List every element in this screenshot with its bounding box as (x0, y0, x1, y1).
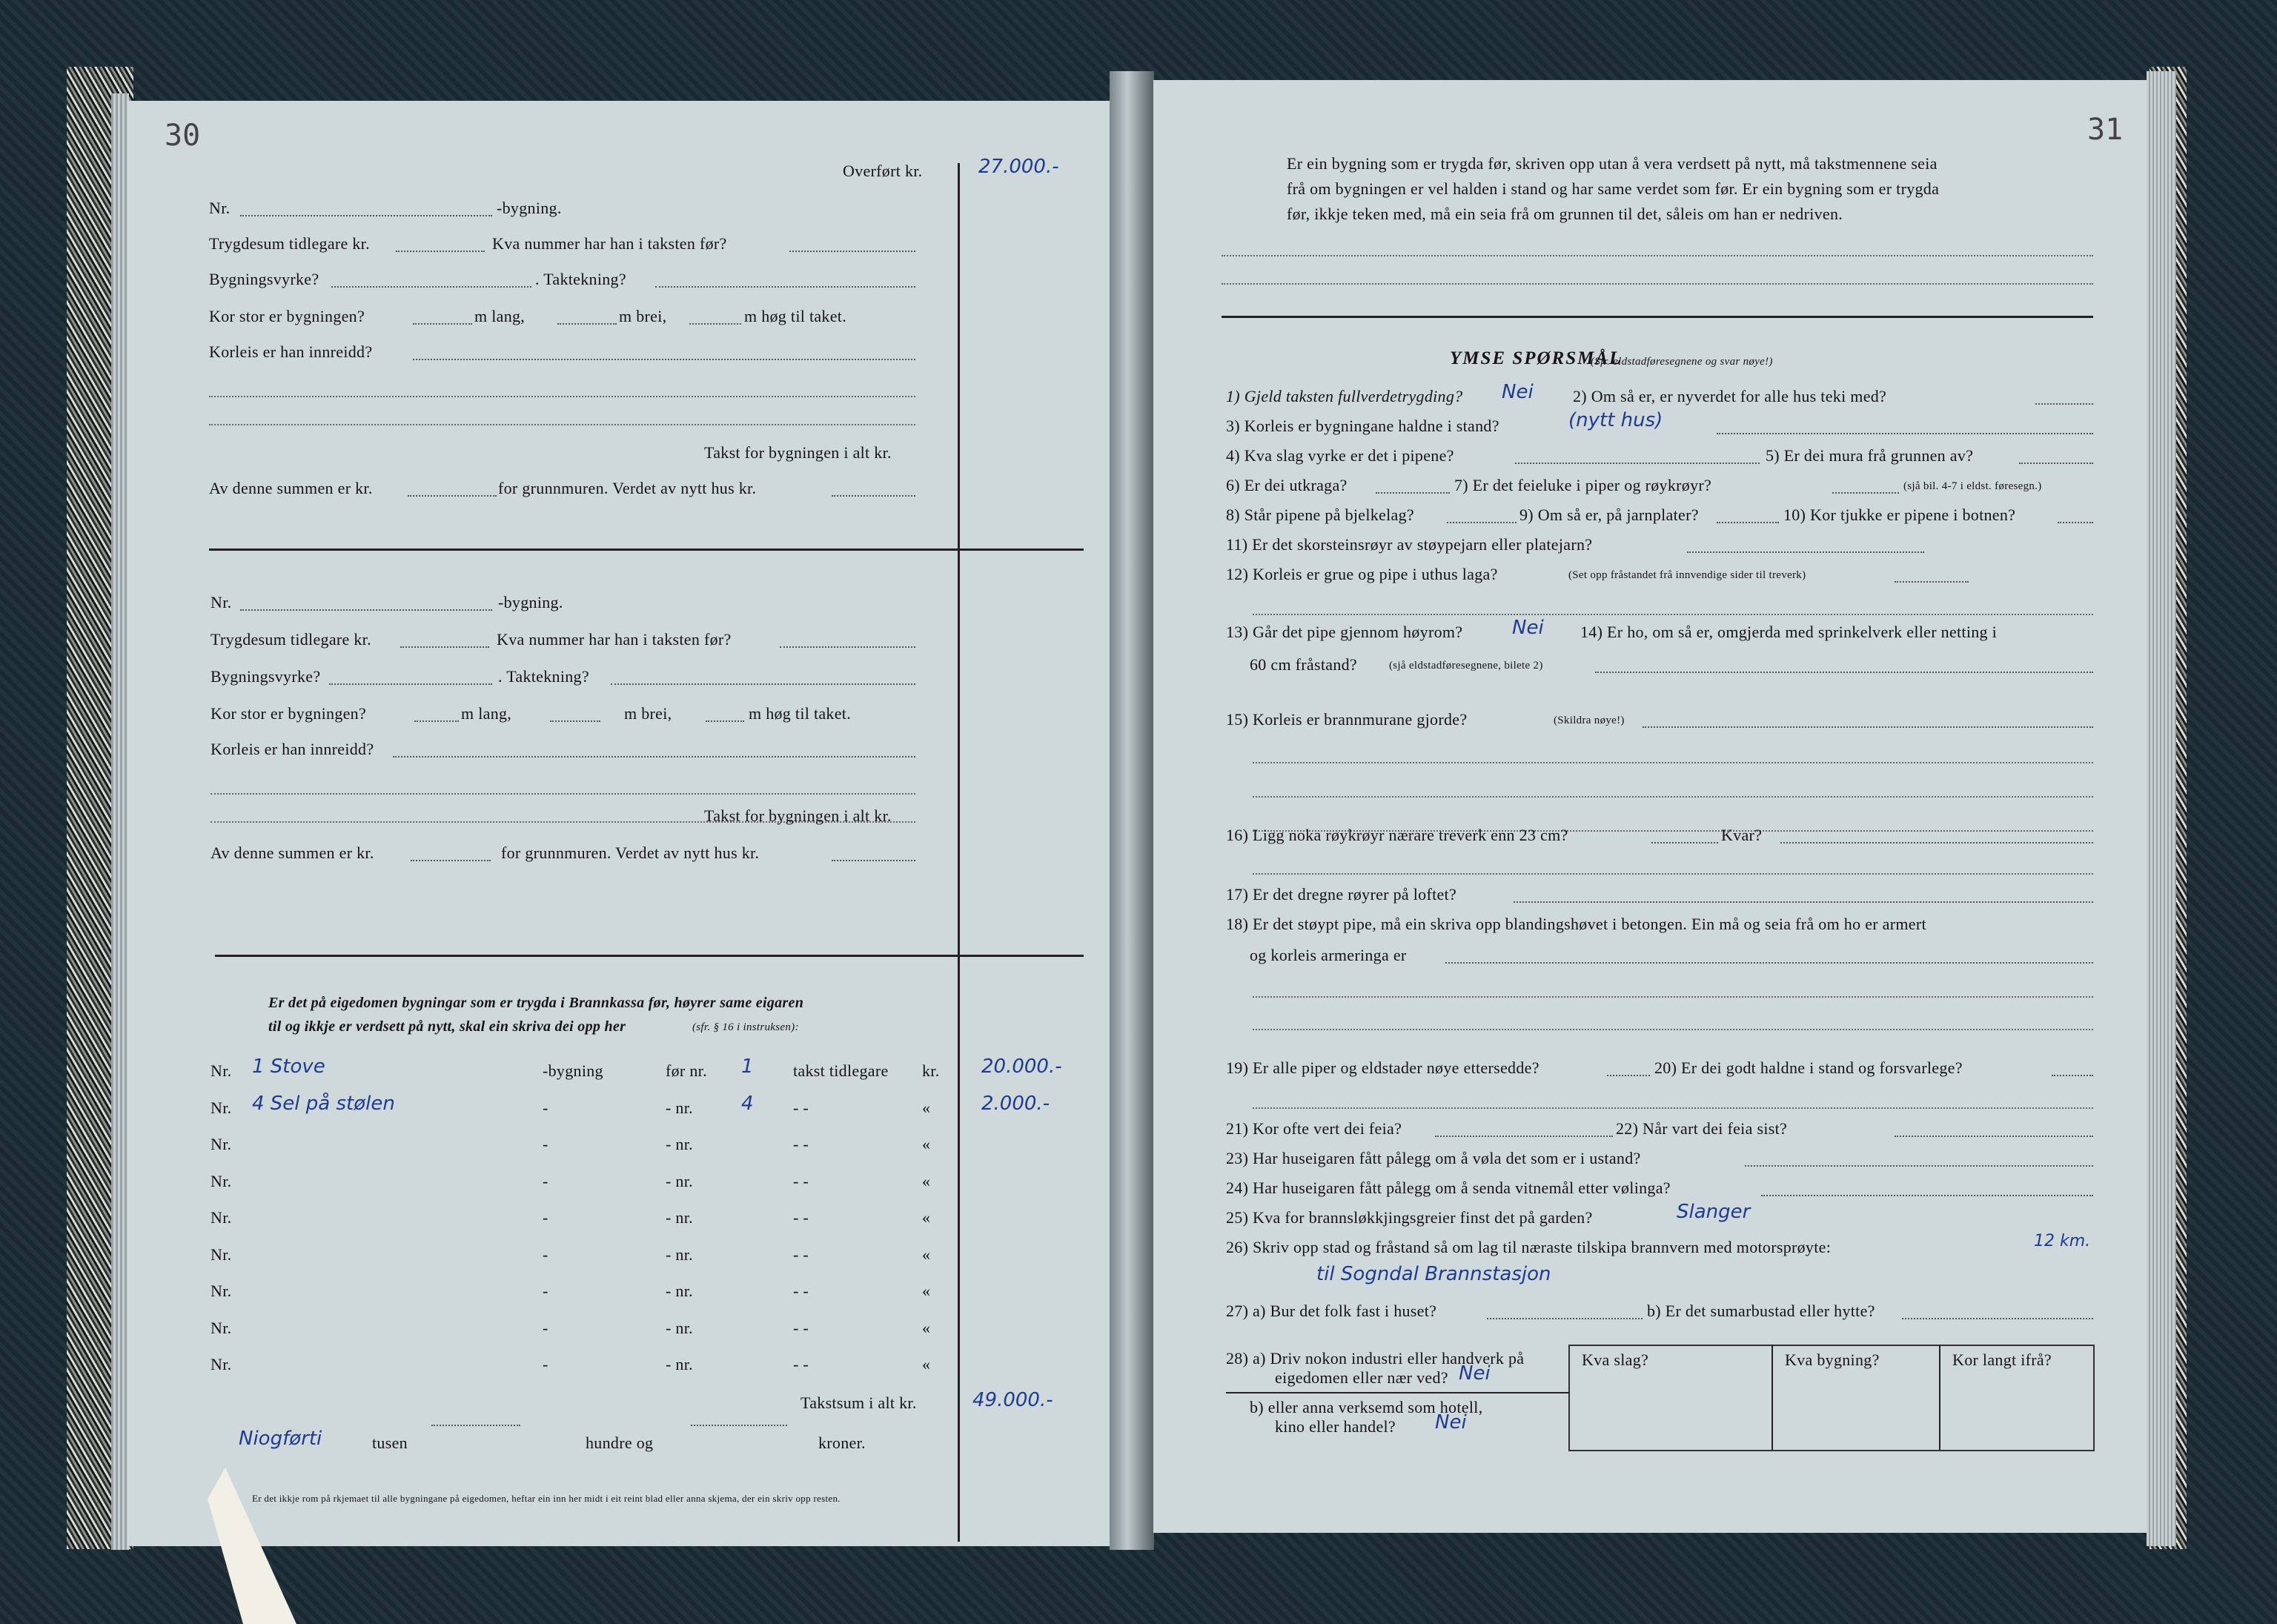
q16b-field[interactable] (1780, 842, 2093, 844)
b1-av-denne-field[interactable] (408, 495, 497, 497)
q10: 10) Kor tjukke er pipene i botnen? (1783, 506, 2016, 524)
takstsum-label: Takstsum i alt kr. (801, 1393, 917, 1412)
table-row-4-bygning: - (543, 1171, 548, 1190)
table-row-9-bygning: - (543, 1355, 548, 1373)
right-divider (1222, 316, 2093, 318)
q15-note: (Skildra nøye!) (1554, 715, 1625, 726)
table-row-2-bygning: - (543, 1098, 548, 1117)
table-row-5-for-nr: - nr. (666, 1208, 693, 1227)
table-row-8-for-nr: - nr. (666, 1318, 693, 1337)
q12: 12) Korleis er grue og pipe i uthus laga? (1226, 565, 1498, 583)
q27b: b) Er det sumarbustad eller hytte? (1647, 1302, 1875, 1320)
q21-field[interactable] (1435, 1136, 1613, 1137)
b1-korleis: Korleis er han innreidd? (209, 342, 373, 361)
q3-field[interactable] (1717, 433, 2093, 434)
q19-field[interactable] (1607, 1075, 1650, 1076)
table-row-4-takst: - - (793, 1171, 809, 1190)
overfort-label: Overført kr. (843, 162, 923, 180)
q25-answer: Slanger (1677, 1201, 1751, 1223)
q28b-line2: kino eller handel? (1275, 1417, 1396, 1436)
q13: 13) Går det pipe gjennom høyrom? (1226, 623, 1463, 641)
b2-trygdesum: Trygdesum tidlegare kr. (211, 630, 371, 649)
q27a: 27) a) Bur det folk fast i huset? (1226, 1302, 1437, 1320)
q20: 20) Er dei godt haldne i stand og forsvarlege? (1654, 1058, 1963, 1077)
col-kor-langt: Kor langt ifrå? (1952, 1350, 2052, 1369)
table-row-3-for-nr: - nr. (666, 1135, 693, 1153)
q3: 3) Korleis er bygningane haldne i stand? (1226, 417, 1499, 435)
table-row-5-takst: - - (793, 1208, 809, 1227)
q26: 26) Skriv opp stad og fråstand så om lag til næraste tilskipa brannvern med motorsprøyte: (1226, 1238, 1832, 1256)
b2-korleis: Korleis er han innreidd? (211, 740, 374, 758)
b2-kva-nummer: Kva nummer har han i taksten før? (497, 630, 732, 649)
q18: 18) Er det støypt pipe, må ein skriva opp blandingshøvet i betongen. Ein må og seia frå om ho er armert (1226, 915, 1926, 933)
table-row-1-hw-nr[interactable]: 1 (741, 1055, 754, 1078)
b2-for-grunnmuren: for grunnmuren. Verdet av nytt hus kr. (501, 844, 760, 862)
q16-field[interactable] (1651, 842, 1718, 844)
page-number-left: 30 (165, 119, 201, 153)
q28-col-divider-1 (1771, 1345, 1773, 1450)
table-row-1-kr: kr. (922, 1061, 940, 1080)
b1-korleis-line3[interactable] (209, 424, 915, 425)
b2-korleis-field[interactable] (393, 756, 915, 758)
b1-hog-field[interactable] (689, 323, 741, 325)
q22: 22) Når vart dei feia sist? (1616, 1119, 1788, 1138)
table-row-7-takst: - - (793, 1282, 809, 1300)
q15-line2[interactable] (1253, 762, 2093, 763)
q28a-line2: eigedomen eller nær ved? (1275, 1368, 1448, 1387)
b2-hog-field[interactable] (706, 720, 744, 722)
intro-line-2: til og ikkje er verdsett på nytt, skal ein skriva dei opp her (268, 1018, 626, 1035)
table-row-6-takst: - - (793, 1244, 809, 1264)
b1-takst: Takst for bygningen i alt kr. (704, 443, 892, 462)
table-row-4-kr: « (922, 1171, 931, 1190)
b1-for-grunnmuren: for grunnmuren. Verdet av nytt hus kr. (498, 479, 757, 497)
b1-m-lang: m lang, (474, 307, 526, 325)
q18-line2[interactable] (1253, 996, 2093, 998)
q22-field[interactable] (1895, 1136, 2093, 1137)
table-row-6-bygning: - (543, 1244, 548, 1264)
b2-brei-field[interactable] (550, 720, 600, 722)
q6: 6) Er dei utkraga? (1226, 476, 1348, 494)
b1-trygdesum: Trygdesum tidlegare kr. (209, 234, 370, 253)
b1-bygningsvyrke-field[interactable] (331, 286, 531, 288)
b1-kor-stor: Kor stor er bygningen? (209, 307, 365, 325)
intro-line-blank1[interactable] (1222, 255, 2093, 256)
b1-nr-label: Nr. (209, 199, 231, 217)
b1-verdet-field[interactable] (832, 495, 915, 497)
hundre-field[interactable] (431, 1425, 520, 1426)
q16: 16) Ligg noka røykrøyr nærare treverk enn 23 cm? (1226, 826, 1568, 844)
b2-m-lang: m lang, (461, 704, 512, 723)
b2-lang-field[interactable] (414, 720, 459, 722)
q14b: 60 cm fråstand? (1250, 655, 1357, 674)
q28-col-divider-2 (1939, 1345, 1940, 1450)
table-row-2-hw-name[interactable]: 4 Sel på stølen (252, 1092, 395, 1115)
q28a-line1: 28) a) Driv nokon industri eller handverk på (1226, 1349, 1525, 1368)
b1-av-denne: Av denne summen er kr. (209, 479, 373, 497)
overfort-value: 27.000.- (978, 156, 1059, 178)
q1: 1) Gjeld taksten fullverdetrygding? (1226, 387, 1463, 405)
q16-line2[interactable] (1253, 873, 2093, 875)
table-row-5-bygning: - (543, 1208, 548, 1227)
q15-line3[interactable] (1253, 796, 2093, 798)
ymse-heading: YMSE SPØRSMÅL (1450, 348, 1623, 368)
b2-bygning: -bygning. (498, 593, 563, 612)
table-row-3-kr: « (922, 1135, 931, 1153)
table-row-7-kr: « (922, 1282, 931, 1300)
table-row-1-bygning: -bygning (543, 1061, 603, 1080)
q28-row-divider (1226, 1392, 1570, 1393)
takstsum-value: 49.000.- (972, 1389, 1053, 1411)
q11: 11) Er det skorsteinsrøyr av støypejarn eller platejarn? (1226, 535, 1593, 554)
table-row-4-nr: Nr. (211, 1171, 232, 1190)
q28b-answer: Nei (1435, 1411, 1467, 1434)
q3-answer: (nytt hus) (1568, 409, 1663, 431)
table-row-3-bygning: - (543, 1135, 548, 1153)
col-kva-slag: Kva slag? (1582, 1350, 1649, 1369)
q17-field[interactable] (1514, 901, 2093, 903)
section-divider-2 (215, 955, 1084, 957)
b2-av-denne-field[interactable] (411, 860, 491, 861)
q18-field[interactable] (1445, 962, 2093, 964)
b2-bygningsvyrke: Bygningsvyrke? (211, 667, 321, 686)
q13-answer: Nei (1512, 617, 1544, 639)
q21: 21) Kor ofte vert dei feia? (1226, 1119, 1402, 1138)
b1-lang-field[interactable] (413, 323, 472, 325)
b1-m-brei: m brei, (619, 307, 667, 325)
b1-m-hog: m høg til taket. (744, 307, 847, 325)
q28b-line1: b) eller anna verksemd som hotell, (1250, 1398, 1483, 1416)
intro-ref: (sfr. § 16 i instruksen): (692, 1021, 799, 1033)
b2-kva-nummer-field[interactable] (780, 646, 915, 648)
ymse-heading-note: (Sfr. eldstadføresegnene og svar nøye!) (1591, 356, 1773, 368)
b2-verdet-field[interactable] (832, 860, 915, 861)
intro-line-r3: før, ikkje teken med, må ein seia frå om grunnen til det, såleis om han er nedriven. (1287, 205, 1843, 223)
table-row-6-nr: Nr. (211, 1244, 232, 1264)
q15: 15) Korleis er brannmurane gjorde? (1226, 710, 1468, 729)
q8-field[interactable] (1447, 522, 1517, 523)
q16b: Kvar? (1721, 826, 1763, 844)
left-footer-note: Er det ikkje rom på rkjemaet til alle bygningane på eigedomen, heftar ein inn her midt i eit reint blad eller anna skjema, der ein skriv opp resten. (252, 1493, 841, 1504)
table-row-2-nr: Nr. (211, 1098, 232, 1117)
table-row-5-kr: « (922, 1208, 931, 1227)
table-row-2-hw-val[interactable]: 2.000.- (981, 1092, 1050, 1115)
table-row-8-takst: - - (793, 1318, 809, 1337)
q25: 25) Kva for brannsløkkjingsgreier finst det på garden? (1226, 1208, 1593, 1227)
q18b: og korleis armeringa er (1250, 946, 1407, 964)
table-row-3-takst: - - (793, 1135, 809, 1153)
amount-words-handwritten: Niogførti (239, 1428, 322, 1450)
col-kva-bygning: Kva bygning? (1785, 1350, 1880, 1369)
b2-taktekning-field[interactable] (611, 683, 915, 685)
q27a-field[interactable] (1487, 1318, 1643, 1319)
q23-field[interactable] (1745, 1165, 2093, 1167)
q14: 14) Er ho, om så er, omgjerda med sprinkelverk eller netting i (1580, 623, 1998, 641)
book-spine (1110, 71, 1154, 1550)
q28a-answer: Nei (1459, 1362, 1491, 1385)
table-row-9-kr: « (922, 1355, 931, 1373)
table-row-8-nr: Nr. (211, 1318, 232, 1337)
table-row-4-for-nr: - nr. (666, 1171, 693, 1190)
q24-field[interactable] (1761, 1195, 2093, 1196)
b1-taktekning: . Taktekning? (535, 270, 626, 288)
table-row-7-for-nr: - nr. (666, 1282, 693, 1300)
q26-answer: 12 km. (2034, 1232, 2091, 1250)
q12-line2[interactable] (1253, 614, 2093, 615)
b1-kva-nummer-field[interactable] (789, 251, 915, 252)
q14-field[interactable] (1595, 672, 2093, 673)
b2-m-brei: m brei, (624, 704, 672, 723)
q8: 8) Står pipene på bjelkelag? (1226, 506, 1414, 524)
q4: 4) Kva slag vyrke er det i pipene? (1226, 446, 1454, 465)
b1-trygdesum-field[interactable] (396, 251, 485, 252)
table-row-2-for-nr: - nr. (666, 1098, 693, 1117)
table-row-1-nr: Nr. (211, 1061, 232, 1080)
b2-nr-field[interactable] (240, 609, 492, 611)
b1-taktekning-field[interactable] (655, 286, 915, 288)
table-row-8-bygning: - (543, 1318, 548, 1337)
table-row-7-bygning: - (543, 1282, 548, 1300)
table-row-6-for-nr: - nr. (666, 1244, 693, 1264)
kroner-label: kroner. (818, 1434, 866, 1452)
b1-bygning: -bygning. (497, 199, 562, 217)
q7-note: (sjå bil. 4-7 i eldst. føresegn.) (1903, 480, 2042, 492)
q20-field[interactable] (2052, 1075, 2093, 1076)
table-row-9-nr: Nr. (211, 1355, 232, 1373)
q27b-field[interactable] (1902, 1318, 2093, 1319)
table-row-6-kr: « (922, 1244, 931, 1264)
q10-field[interactable] (2058, 522, 2093, 523)
b1-nr-field[interactable] (240, 215, 492, 216)
q18-line3[interactable] (1253, 1029, 2093, 1030)
intro-line-1: Er det på eigedomen bygningar som er trygda i Brannkassa før, høyrer same eigaren (268, 995, 804, 1011)
table-row-3-nr: Nr. (211, 1135, 232, 1153)
q9-field[interactable] (1717, 522, 1779, 523)
table-row-9-takst: - - (793, 1355, 809, 1373)
b1-brei-field[interactable] (557, 323, 617, 325)
b1-korleis-line2[interactable] (209, 396, 915, 397)
page-number-right: 31 (2087, 113, 2124, 147)
q15-field[interactable] (1643, 726, 2093, 728)
table-row-2-hw-nr[interactable]: 4 (741, 1092, 754, 1115)
table-row-7-nr: Nr. (211, 1282, 232, 1300)
b2-av-denne: Av denne summen er kr. (211, 844, 374, 862)
table-row-8-kr: « (922, 1318, 931, 1337)
q17: 17) Er det dregne røyrer på loftet? (1226, 885, 1457, 904)
intro-line-r1: Er ein bygning som er trygda før, skriven opp utan å vera verdsett på nytt, må takstmennene seia (1287, 154, 1938, 173)
q6-field[interactable] (1376, 492, 1450, 494)
b2-nr-label: Nr. (211, 593, 232, 612)
intro-line-blank2[interactable] (1222, 283, 2093, 285)
section-divider-1 (209, 548, 1084, 551)
q11-field[interactable] (1687, 551, 1924, 553)
b2-kor-stor: Kor stor er bygningen? (211, 704, 367, 723)
q12-field[interactable] (1895, 581, 1969, 583)
table-row-2-takst: - - (793, 1098, 809, 1117)
b2-trygdesum-field[interactable] (400, 646, 489, 648)
right-page (1153, 80, 2147, 1533)
q12-note: (Set opp fråstandet frå innvendige sider til treverk) (1568, 569, 1806, 581)
left-page (127, 101, 1110, 1546)
q7: 7) Er det feieluke i piper og røykrøyr? (1454, 476, 1712, 494)
q14-note: (sjå eldstadføresegnene, bilete 2) (1389, 660, 1543, 672)
kroner-field[interactable] (691, 1425, 787, 1426)
table-row-1-hw-val[interactable]: 20.000.- (981, 1055, 1062, 1078)
b2-korleis-line2[interactable] (211, 793, 915, 795)
q20-line2[interactable] (1253, 1107, 2093, 1109)
b2-m-hog: m høg til taket. (749, 704, 852, 723)
table-row-1-for-nr: før nr. (666, 1061, 707, 1080)
intro-line-r2: frå om bygningen er vel halden i stand og har same verdet som før. Er ein bygning som er trygda (1287, 179, 1940, 198)
b2-bygningsvyrke-field[interactable] (329, 683, 492, 685)
table-row-9-for-nr: - nr. (666, 1355, 693, 1373)
q5: 5) Er dei mura frå grunnen av? (1766, 446, 1974, 465)
q2-field[interactable] (2035, 403, 2093, 405)
b2-taktekning: . Taktekning? (498, 667, 589, 686)
page-edges-right (2147, 71, 2176, 1546)
vertical-rule (958, 163, 960, 1542)
b1-kva-nummer: Kva nummer har han i taksten før? (492, 234, 727, 253)
q19: 19) Er alle piper og eldstader nøye ettersedde? (1226, 1058, 1539, 1077)
tusen-label: tusen (372, 1434, 408, 1452)
q7-field[interactable] (1832, 492, 1899, 494)
q2: 2) Om så er, er nyverdet for alle hus teki med? (1573, 387, 1887, 405)
table-row-2-kr: « (922, 1098, 931, 1117)
q23: 23) Har huseigaren fått pålegg om å vøla det som er i ustand? (1226, 1149, 1641, 1167)
hundre-label: hundre og (586, 1434, 654, 1452)
page-edges-left (111, 93, 129, 1550)
q24: 24) Har huseigaren fått pålegg om å senda vitnemål etter vølinga? (1226, 1179, 1671, 1197)
q4-field[interactable] (1515, 463, 1760, 464)
b2-takst: Takst for bygningen i alt kr. (704, 806, 892, 825)
q9: 9) Om så er, på jarnplater? (1519, 506, 1699, 524)
table-row-5-nr: Nr. (211, 1208, 232, 1227)
q26-answer-2: til Sogndal Brannstasjon (1316, 1263, 1551, 1285)
table-row-1-takst: takst tidlegare (793, 1061, 889, 1080)
b1-bygningsvyrke: Bygningsvyrke? (209, 270, 319, 288)
table-row-1-hw-name[interactable]: 1 Stove (252, 1055, 325, 1078)
q1-answer: Nei (1502, 381, 1534, 403)
q5-field[interactable] (2019, 463, 2093, 464)
b1-korleis-field[interactable] (413, 359, 915, 360)
